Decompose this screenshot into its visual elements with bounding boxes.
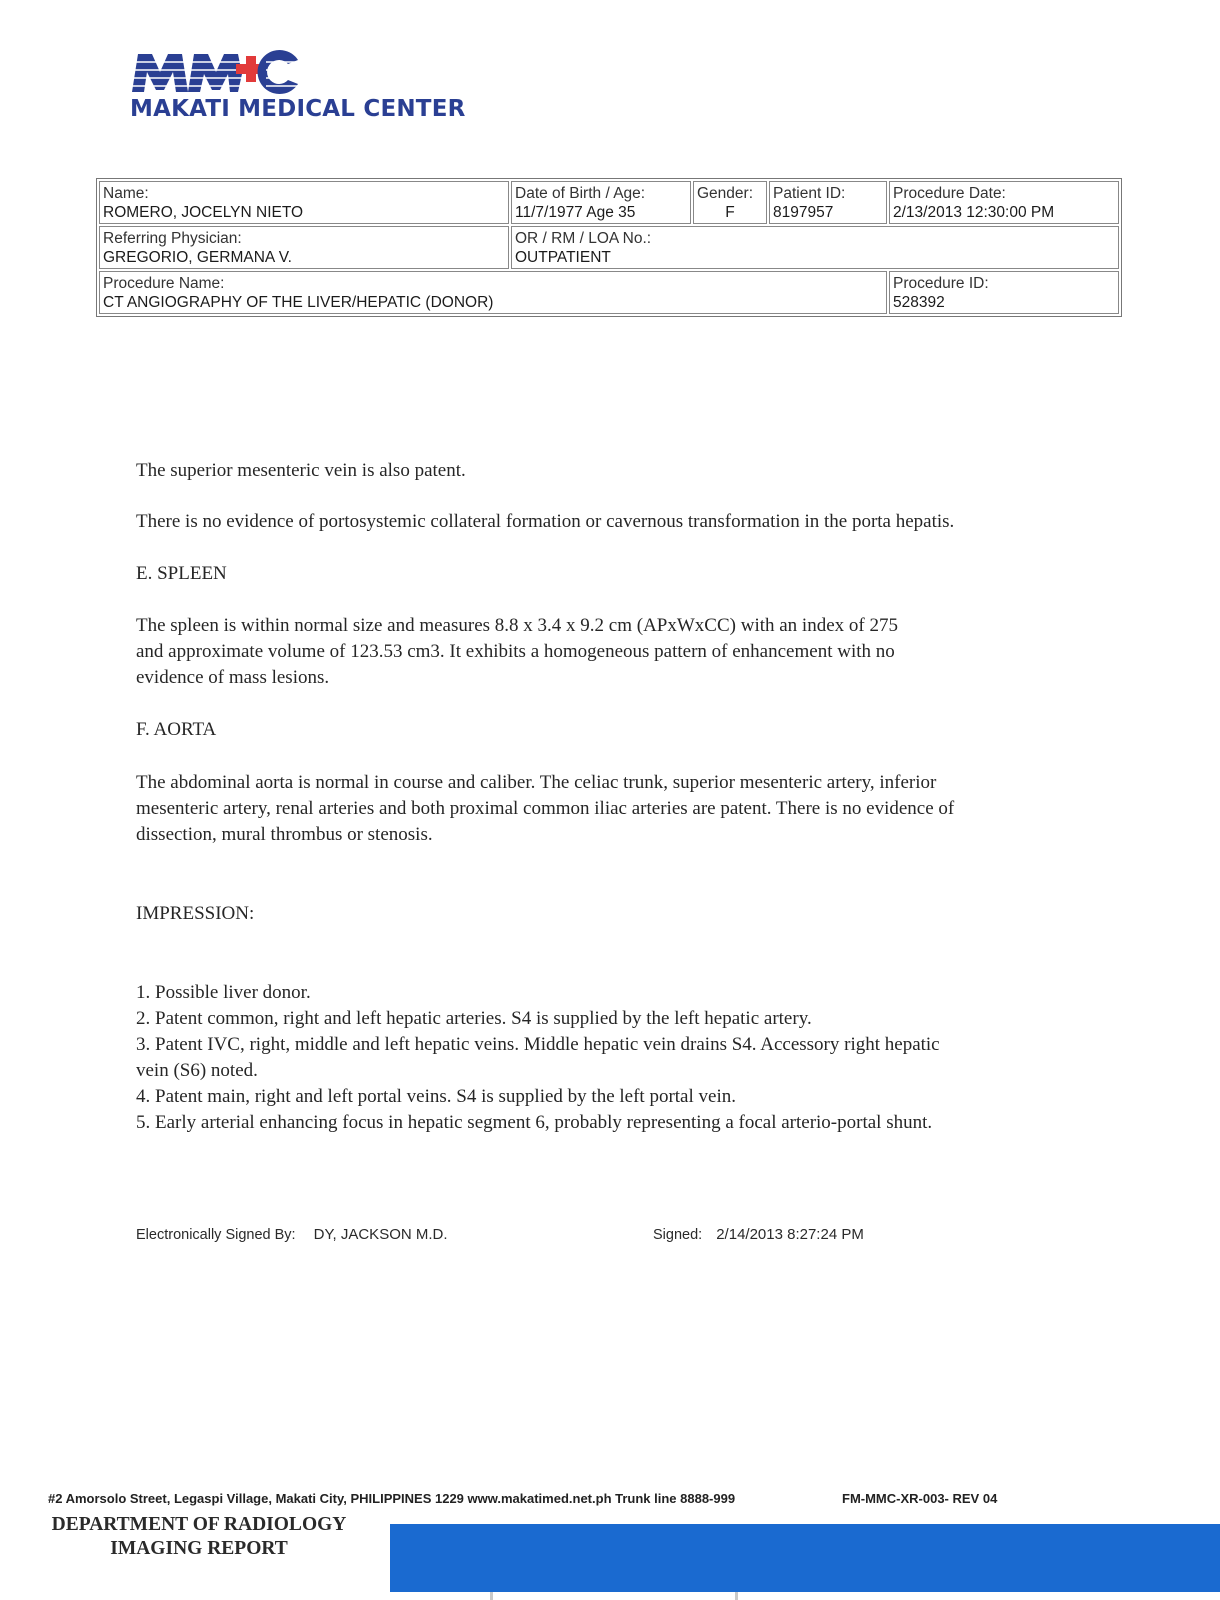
gender-value: F: [725, 204, 735, 221]
signed-value: 2/14/2013 8:27:24 PM: [716, 1226, 864, 1243]
spleen-line-2: and approximate volume of 123.53 cm3. It exhibits a homogeneous pattern of enhancement with no: [136, 641, 895, 662]
procedure-id-cell: [889, 271, 1119, 314]
spleen-line-1: The spleen is within normal size and measures 8.8 x 3.4 x 9.2 cm (APxWxCC) with an index of 275: [136, 615, 898, 636]
patient-id-value: 8197957: [773, 204, 834, 221]
procedure-date-value: 2/13/2013 12:30:00 PM: [893, 204, 1055, 221]
form-code: FM-MMC-XR-003- REV 04: [842, 1491, 998, 1506]
procedure-date-label: Procedure Date:: [893, 185, 1006, 202]
spleen-line-3: evidence of mass lesions.: [136, 667, 330, 688]
signed-date: [653, 1226, 864, 1243]
signed-by-label: Electronically Signed By:: [136, 1227, 296, 1243]
patient-id-cell: [769, 181, 887, 224]
referring-value: GREGORIO, GERMANA V.: [103, 249, 292, 266]
gender-label: Gender:: [697, 185, 754, 202]
hospital-logo: [130, 44, 466, 134]
footer-address: #2 Amorsolo Street, Legaspi Village, Makati City, PHILIPPINES 1229 www.makatimed.net.ph Trunk line 8888-999: [48, 1491, 736, 1506]
procedure-name-label: Procedure Name:: [103, 275, 225, 292]
patient-info-table: [96, 178, 1122, 317]
hospital-name: MAKATI MEDICAL CENTER: [130, 96, 466, 122]
procedure-id-value: 528392: [893, 294, 945, 311]
signed-label: Signed:: [653, 1227, 703, 1243]
gender-cell: [693, 181, 767, 224]
name-cell: [99, 181, 509, 224]
name-label: Name:: [103, 185, 149, 202]
name-value: ROMERO, JOCELYN NIETO: [103, 204, 304, 221]
impression-item-3-cont: vein (S6) noted.: [136, 1060, 258, 1081]
impression-heading: IMPRESSION:: [136, 903, 255, 924]
paragraph-portosystemic: There is no evidence of portosystemic collateral formation or cavernous transformation in the porta hepatis.: [136, 511, 955, 532]
impression-item-4: 4. Patent main, right and left portal veins. S4 is supplied by the left portal vein.: [136, 1086, 736, 1107]
procedure-name-value: CT ANGIOGRAPHY OF THE LIVER/HEPATIC (DONOR): [103, 294, 494, 311]
patient-id-label: Patient ID:: [773, 185, 846, 202]
aorta-line-1: The abdominal aorta is normal in course and caliber. The celiac trunk, superior mesenteric artery, inferior: [136, 772, 937, 793]
signed-by: [136, 1226, 448, 1243]
procedure-name-cell: [99, 271, 887, 314]
spleen-heading: E. SPLEEN: [136, 563, 227, 584]
impression-item-1: 1. Possible liver donor.: [136, 982, 311, 1003]
impression-item-2: 2. Patent common, right and left hepatic arteries. S4 is supplied by the left hepatic artery.: [136, 1008, 812, 1029]
impression-item-5: 5. Early arterial enhancing focus in hepatic segment 6, probably representing a focal arterio-portal shunt.: [136, 1112, 933, 1133]
department-line-2: IMAGING REPORT: [110, 1538, 288, 1559]
aorta-heading: F. AORTA: [136, 719, 217, 740]
paragraph-smv: The superior mesenteric vein is also patent.: [136, 460, 466, 481]
signed-by-value: DY, JACKSON M.D.: [313, 1226, 448, 1243]
loa-label: OR / RM / LOA No.:: [515, 230, 652, 247]
department-title: [40, 1513, 358, 1561]
department-line-1: DEPARTMENT OF RADIOLOGY: [51, 1514, 347, 1535]
footer-blue-bar: [390, 1524, 1220, 1592]
dob-label: Date of Birth / Age:: [515, 185, 646, 202]
procedure-date-cell: [889, 181, 1119, 224]
procedure-id-label: Procedure ID:: [893, 275, 989, 292]
footer-divider: [735, 1592, 738, 1600]
aorta-line-2: mesenteric artery, renal arteries and both proximal common iliac arteries are patent. There is no evidence of: [136, 798, 955, 819]
impression-item-3: 3. Patent IVC, right, middle and left hepatic veins. Middle hepatic vein drains S4. Accessory right hepatic: [136, 1034, 940, 1055]
dob-value: 11/7/1977 Age 35: [515, 204, 636, 221]
dob-cell: [511, 181, 691, 224]
referring-label: Referring Physician:: [103, 230, 242, 247]
mmc-logo-icon: [130, 44, 305, 96]
footer-divider: [490, 1592, 493, 1600]
aorta-line-3: dissection, mural thrombus or stenosis.: [136, 824, 433, 845]
loa-value: OUTPATIENT: [515, 249, 611, 266]
referring-cell: [99, 226, 509, 269]
loa-cell: [511, 226, 1119, 269]
